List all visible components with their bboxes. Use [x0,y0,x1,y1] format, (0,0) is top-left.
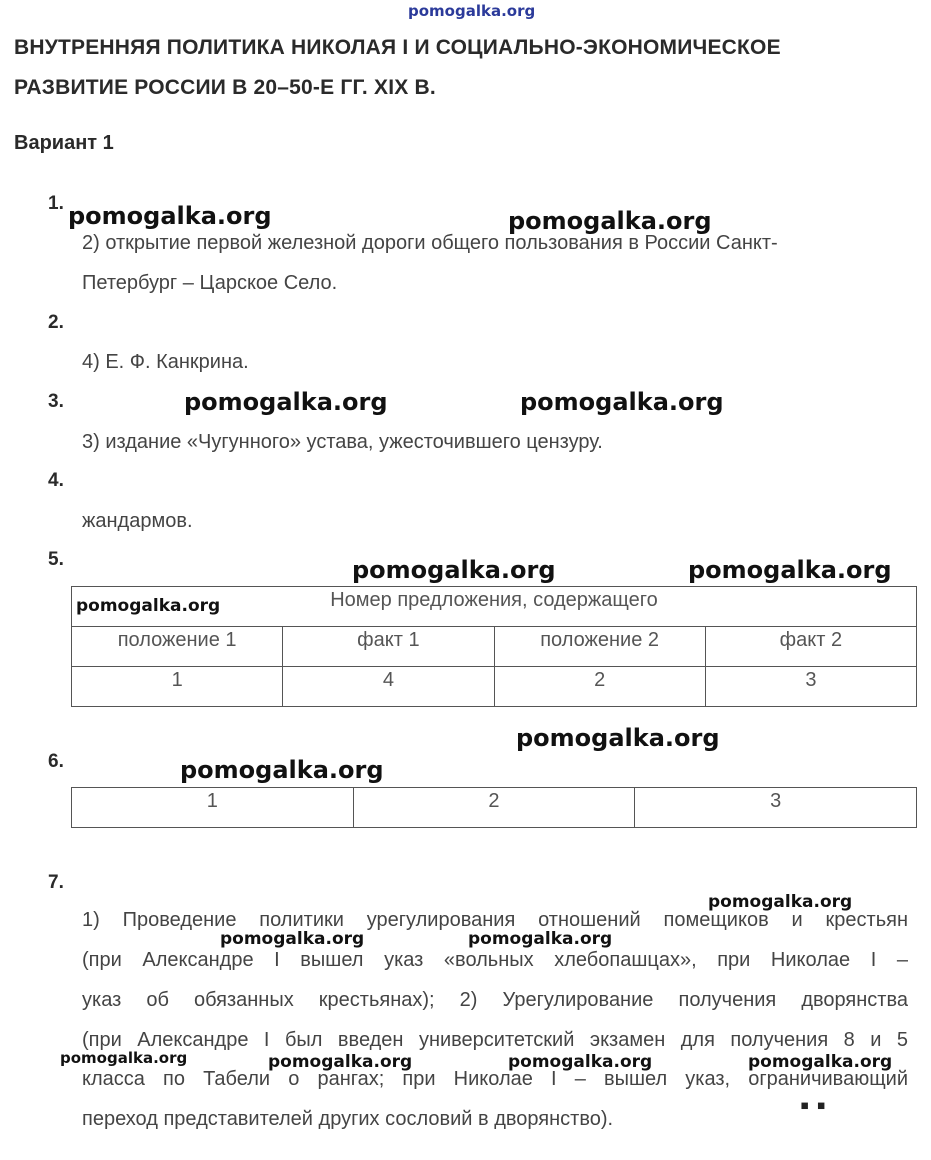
question-7-line-5: класса по Табели о рангах; при Николае I – вышел указ, ограничивающий [82,1068,908,1090]
watermark-top: pomogalka.org [408,2,536,20]
question-7-line-3: указ об обязанных крестьянах); 2) Урегулирование получения дворянства [82,989,908,1011]
question-5-number: 5. [48,549,64,570]
question-7-number: 7. [48,872,64,893]
table-header: Номер предложения, содержащего [72,587,917,627]
watermark: pomogalka.org [508,1052,653,1072]
table-cell: 1 [72,667,283,707]
watermark: pomogalka.org [516,724,720,752]
question-6-number: 6. [48,751,64,772]
watermark: pomogalka.org [708,892,853,912]
watermark: pomogalka.org [76,596,221,616]
question-1-answer-line-2: Петербург – Царское Село. [82,272,338,294]
table-cell: 3 [705,667,916,707]
question-2-number: 2. [48,312,64,333]
page-title-line-2: РАЗВИТИЕ РОССИИ В 20–50-Е ГГ. XIX В. [14,76,436,99]
table-cell: 2 [353,788,635,828]
page-title-line-1: ВНУТРЕННЯЯ ПОЛИТИКА НИКОЛАЯ I И СОЦИАЛЬНО-ЭКОНОМИЧЕСКОЕ [14,36,781,59]
question-1-answer-line-1: 2) открытие первой железной дороги общего пользования в России Санкт- [82,232,778,254]
question-3-answer: 3) издание «Чугунного» устава, ужесточившего цензуру. [82,431,603,453]
watermark: pomogalka.org [468,929,613,949]
table-column-header: положение 1 [72,627,283,667]
watermark: pomogalka.org [352,556,556,584]
table-cell: 1 [72,788,354,828]
table-column-header: факт 1 [283,627,494,667]
watermark: pomogalka.org [688,556,892,584]
question-1-number: 1. [48,193,64,214]
watermark: pomogalka.org [180,756,384,784]
question-7-line-2: (при Александре I вышел указ «вольных хлебопашцах», при Николае I – [82,949,908,971]
watermark: pomogalka.org [184,388,388,416]
table-column-header: факт 2 [705,627,916,667]
question-7-line-4: (при Александре I был введен университетский экзамен для получения 8 и 5 [82,1029,908,1051]
question-3-number: 3. [48,391,64,412]
table-cell: 2 [494,667,705,707]
question-7-line-6: переход представителей других сословий в дворянство). [82,1108,614,1130]
question-6-table [71,787,917,828]
table-cell: 3 [635,788,917,828]
watermark: pomogalka.org [520,388,724,416]
decorative-dots: ▪ ▪ [800,1090,826,1120]
watermark: pomogalka.org [748,1052,893,1072]
question-4-answer: жандармов. [82,510,193,532]
table-column-header: положение 2 [494,627,705,667]
watermark: pomogalka.org [60,1049,188,1067]
question-7-line-1: 1) Проведение политики урегулирования отношений помещиков и крестьян [82,909,908,931]
question-4-number: 4. [48,470,64,491]
watermark: pomogalka.org [220,929,365,949]
variant-heading: Вариант 1 [14,132,114,154]
watermark: pomogalka.org [268,1052,413,1072]
table-cell: 4 [283,667,494,707]
question-2-answer: 4) Е. Ф. Канкрина. [82,351,249,373]
watermark: pomogalka.org [68,202,272,230]
watermark: pomogalka.org [508,207,712,235]
